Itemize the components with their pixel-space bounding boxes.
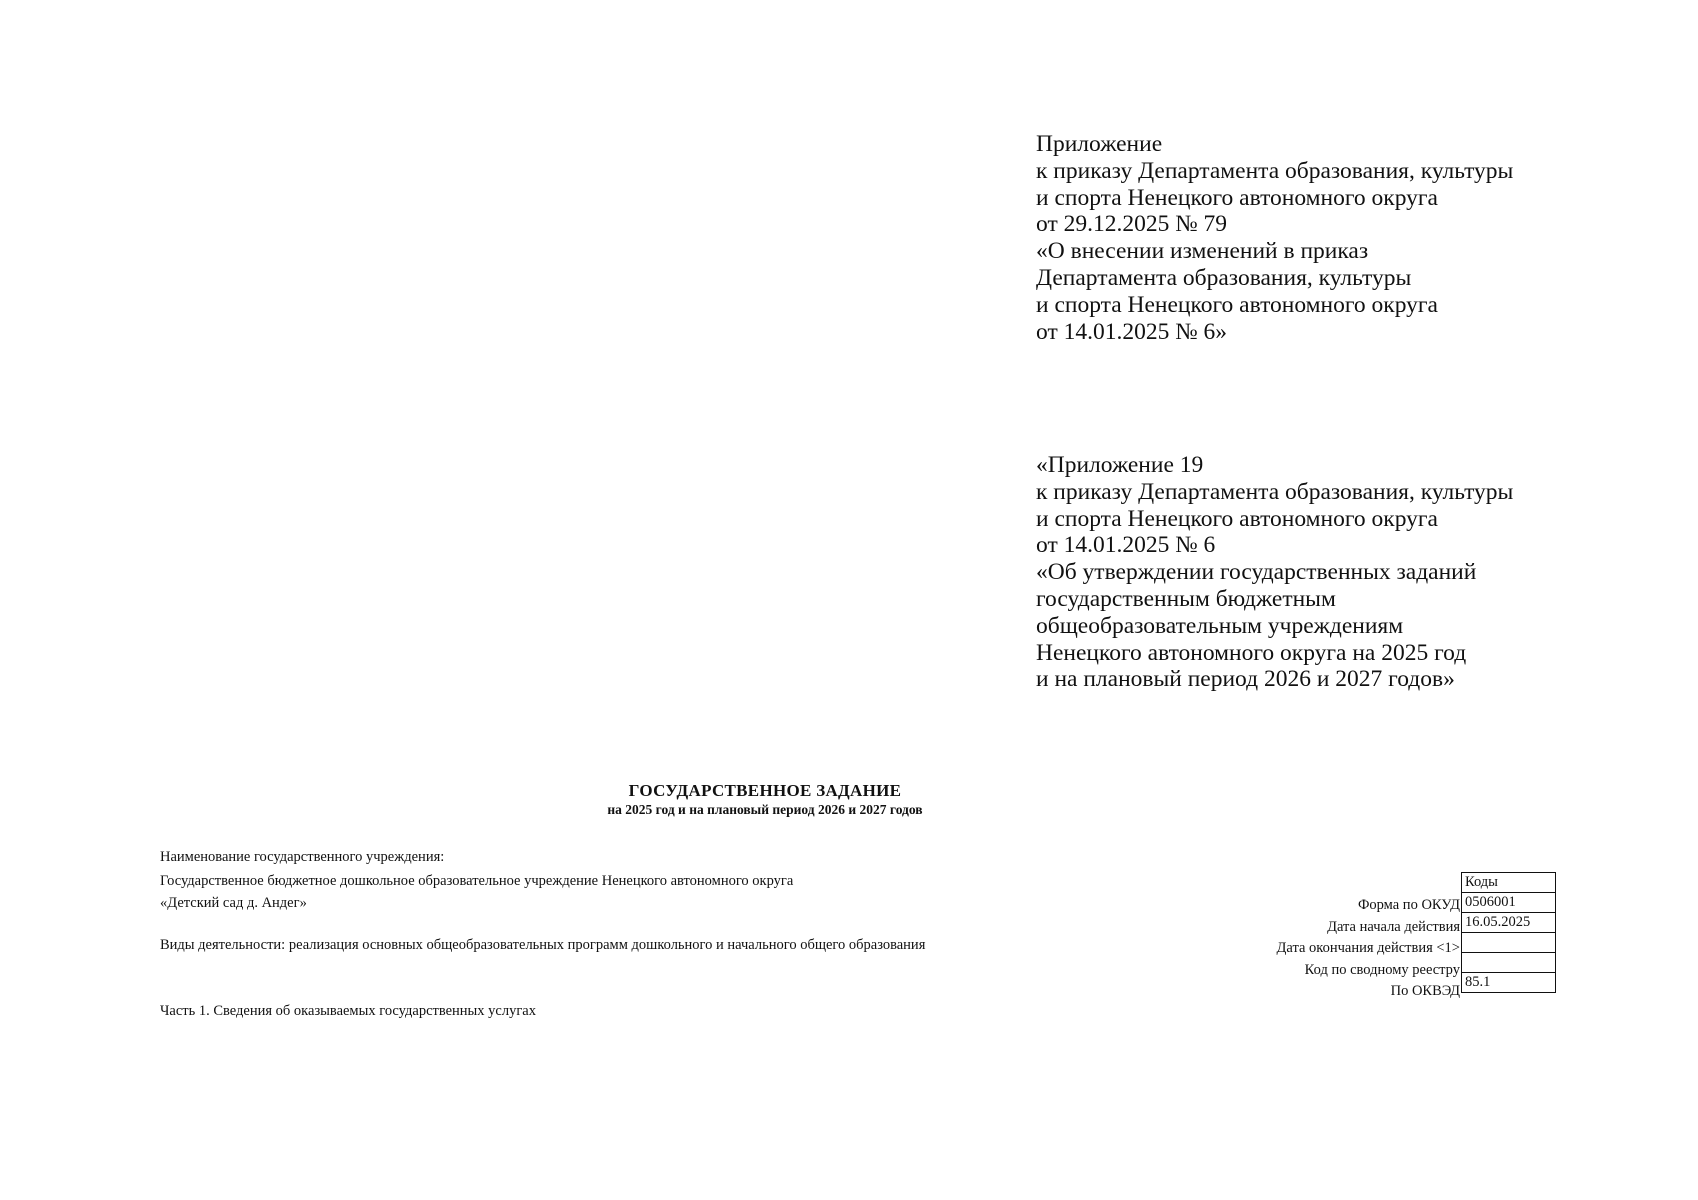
institution-label: Наименование государственного учреждения: (160, 849, 445, 865)
codes-value-start-date: 16.05.2025 (1462, 913, 1556, 933)
annex-current-line: от 14.01.2025 № 6» (1036, 318, 1228, 345)
annex-original-line: «Об утверждении государственных заданий (1036, 559, 1477, 586)
codes-label-registry: Код по сводному реестру (1304, 961, 1460, 978)
annex-current-line: к приказу Департамента образования, культуры (1036, 157, 1514, 184)
annex-original-line: Ненецкого автономного округа на 2025 год (1036, 639, 1467, 666)
annex-original-line: общеобразовательным учреждениям (1036, 612, 1404, 639)
annex-current-line: и спорта Ненецкого автономного округа (1036, 291, 1438, 318)
annex-current-line: Департамента образования, культуры (1036, 264, 1412, 291)
annex-current-order (1036, 131, 1513, 345)
annex-current-line: от 29.12.2025 № 79 (1036, 211, 1228, 238)
annex-original-line: от 14.01.2025 № 6 (1036, 532, 1216, 559)
annex-original-line: к приказу Департамента образования, культуры (1036, 478, 1514, 505)
codes-header: Коды (1462, 873, 1556, 893)
activity-types: Виды деятельности: реализация основных общеобразовательных программ дошкольного и начального общего образования (160, 937, 926, 953)
codes-label-end-date: Дата окончания действия <1> (1276, 940, 1460, 956)
annex-current-line: Приложение (1036, 131, 1163, 157)
institution-name-line2: «Детский сад д. Андег» (160, 895, 307, 911)
codes-value-okud: 0506001 (1462, 893, 1556, 913)
codes-table (1461, 872, 1556, 993)
codes-value-end-date (1462, 933, 1556, 953)
part-one-heading: Часть 1. Сведения об оказываемых государственных услугах (160, 1003, 536, 1019)
annex-original-line: государственным бюджетным (1036, 585, 1336, 612)
institution-name-line1: Государственное бюджетное дошкольное образовательное учреждение Ненецкого автономного округа (160, 873, 794, 889)
annex-original-line: и спорта Ненецкого автономного округа (1036, 505, 1438, 532)
annex-original-line: «Приложение 19 (1036, 452, 1204, 478)
codes-label-okud: Форма по ОКУД (1357, 897, 1460, 913)
codes-label-okved: По ОКВЭД (1390, 983, 1460, 999)
document-title-sub: на 2025 год и на плановый период 2026 и 2027 годов (607, 802, 923, 817)
annex-original-line: и на плановый период 2026 и 2027 годов» (1036, 666, 1455, 693)
codes-value-okved: 85.1 (1462, 973, 1556, 993)
annex-current-line: и спорта Ненецкого автономного округа (1036, 184, 1438, 211)
codes-labels (1277, 895, 1461, 1003)
annex-original-order (1036, 452, 1513, 693)
document-title-main: ГОСУДАРСТВЕННОЕ ЗАДАНИЕ (628, 781, 902, 800)
codes-value-registry (1462, 953, 1556, 973)
codes-label-start-date: Дата начала действия (1327, 918, 1460, 935)
annex-current-line: «О внесении изменений в приказ (1036, 238, 1369, 265)
document-title (460, 781, 1070, 819)
